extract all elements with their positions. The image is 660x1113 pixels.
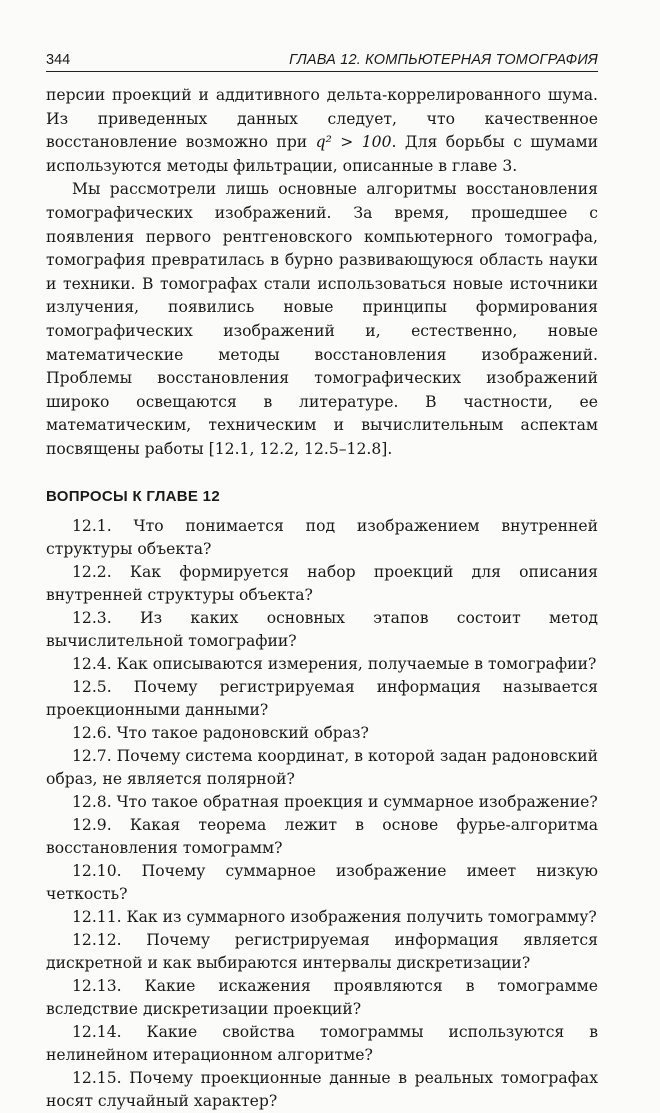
paragraph-1 <box>46 84 598 178</box>
question-item: 12.8. Что такое обратная проекция и суммарное изображение? <box>72 792 598 811</box>
questions-list <box>46 515 598 1113</box>
question-item: 12.5. Почему регистрируемая информация называется проекционными данными? <box>46 677 598 719</box>
paragraph-1-text-a: персии проекций и аддитивного дельта-коррелированного шума. Из приведенных данных следует, что качественное восстановление возможно при <box>46 86 598 152</box>
question-item: 12.4. Как описываются измерения, получаемые в томографии? <box>72 654 597 673</box>
question-item: 12.1. Что понимается под изображением внутренней структуры объекта? <box>46 516 598 558</box>
body-text <box>46 84 598 462</box>
snr-formula: q² > 100 <box>315 133 392 152</box>
question-item: 12.15. Почему проекционные данные в реальных томографах носят случайный характер? <box>46 1068 598 1110</box>
paragraph-1-text-b: . Для борьбы с шумами используются методы фильтрации, описанные в главе 3. <box>46 133 598 175</box>
question-item: 12.2. Как формируется набор проекций для описания внутренней структуры объекта? <box>46 562 598 604</box>
chapter-title: ГЛАВА 12. КОМПЬЮТЕРНАЯ ТОМОГРАФИЯ <box>289 52 598 68</box>
questions-heading: ВОПРОСЫ К ГЛАВЕ 12 <box>46 487 220 505</box>
question-item: 12.10. Почему суммарное изображение имеет низкую четкость? <box>46 861 598 903</box>
question-item: 12.6. Что такое радоновский образ? <box>72 723 369 742</box>
question-item: 12.11. Как из суммарного изображения получить томограмму? <box>72 907 597 926</box>
question-item: 12.3. Из каких основных этапов состоит метод вычислительной томографии? <box>46 608 598 650</box>
question-item: 12.13. Какие искажения проявляются в томограмме вследствие дискретизации проекций? <box>46 976 598 1018</box>
page-number: 344 <box>46 52 71 68</box>
question-item: 12.9. Какая теорема лежит в основе фурье-алгоритма восстановления томограмм? <box>46 815 598 857</box>
question-item: 12.12. Почему регистрируемая информация является дискретной и как выбираются интервалы дискретизации? <box>46 930 598 972</box>
question-item: 12.7. Почему система координат, в которой задан радоновский образ, не является полярной? <box>46 746 598 788</box>
book-page <box>46 52 598 1113</box>
paragraph-2: Мы рассмотрели лишь основные алгоритмы восстановления томографических изображений. За время, прошедшее с появления первого рентгеновского компьютерного томографа, томография превратилась в бурно развивающуюся область науки и техники. В томографах стали использоваться новые источники излучения, появились новые принципы формирования томографических изображений и, естественно, новые математические методы восстановления изображений. Проблемы восстановления томографических изображений широко освещаются в литературе. В частности, ее математическим, техническим и вычислительным аспектам посвящены работы [12.1, 12.2, 12.5–12.8]. <box>46 180 598 458</box>
question-item: 12.14. Какие свойства томограммы используются в нелинейном итерационном алгоритме? <box>46 1022 598 1064</box>
running-header <box>46 52 598 72</box>
